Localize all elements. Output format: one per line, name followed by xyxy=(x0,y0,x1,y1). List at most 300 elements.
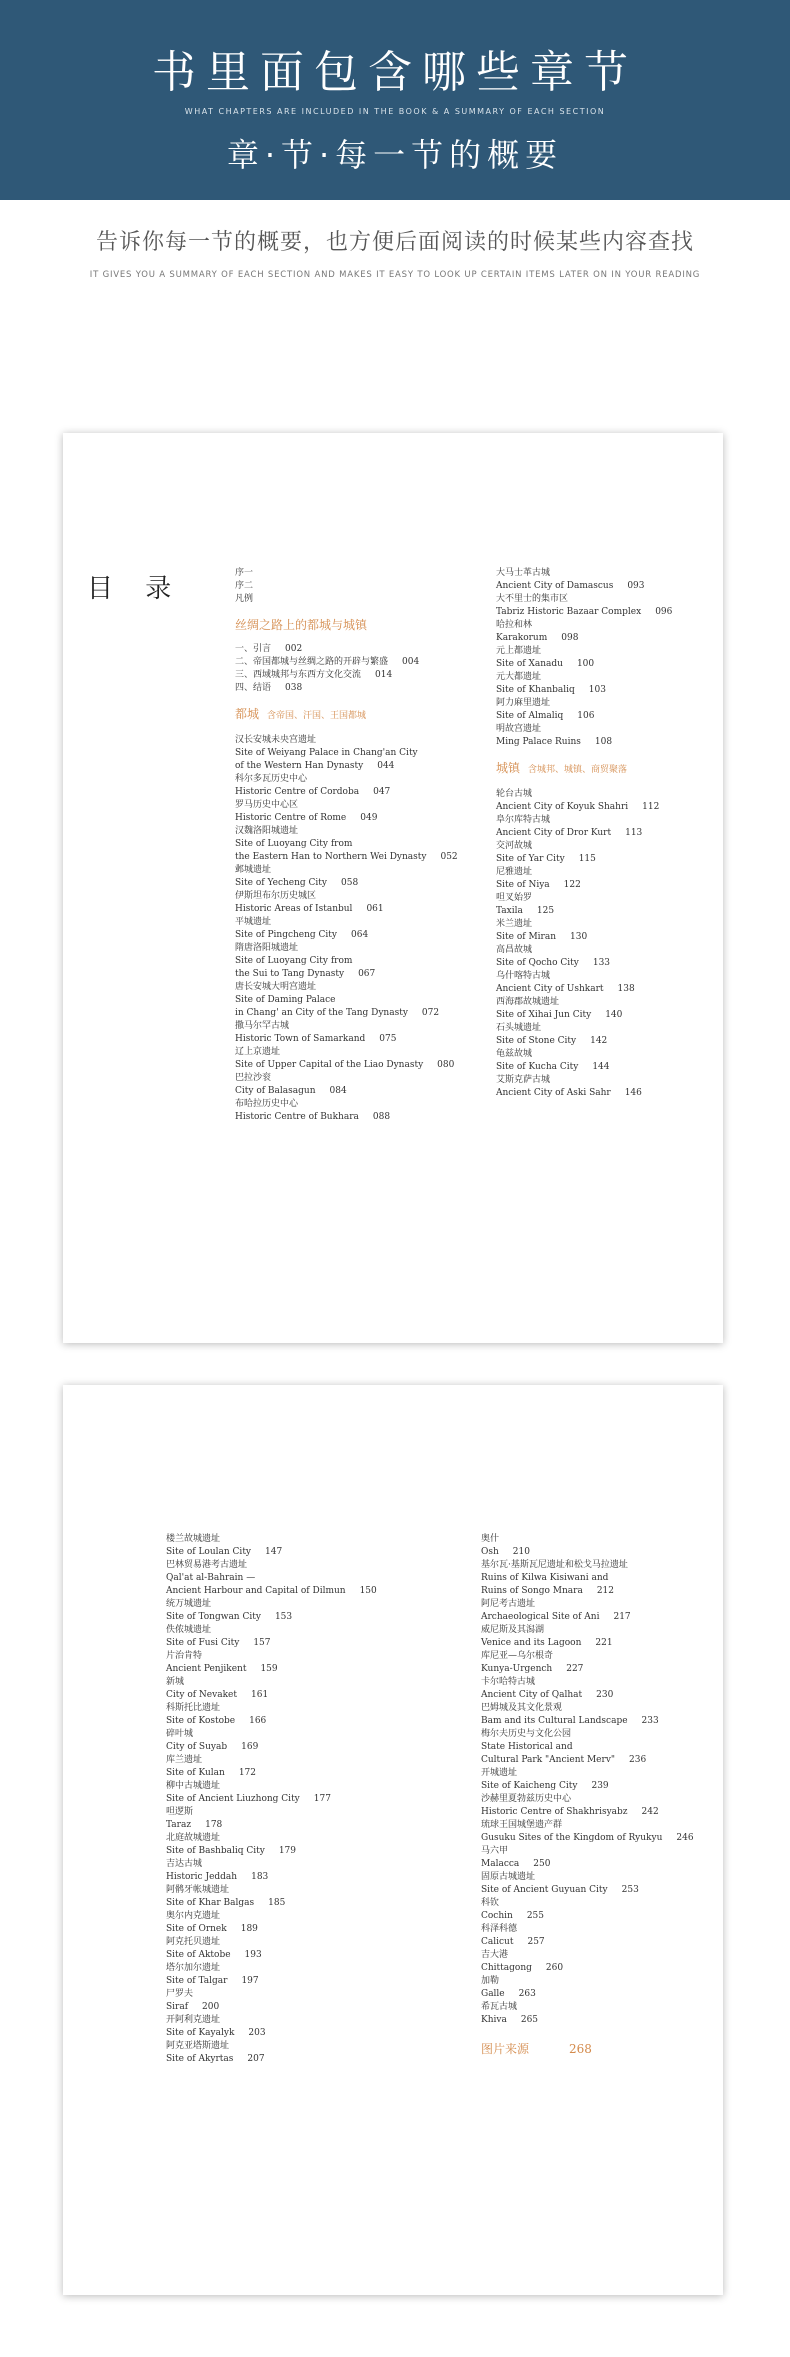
toc-entry-text: 吉达古城 xyxy=(166,1859,203,1869)
toc-entry xyxy=(166,1819,406,1832)
toc-page-number: 189 xyxy=(240,1924,258,1934)
toc-entry xyxy=(481,1780,721,1793)
toc-entry xyxy=(235,1111,475,1124)
toc-page-number: 088 xyxy=(372,1112,391,1122)
toc-entry xyxy=(166,1897,406,1910)
toc-entry-text: Site of Kayalyk xyxy=(166,2028,235,2038)
toc-entry xyxy=(166,1546,406,1559)
toc-page-number: 038 xyxy=(285,683,303,693)
toc-entry-text: Venice and its Lagoon xyxy=(481,1638,582,1648)
toc-entry xyxy=(496,580,716,593)
toc-page-number: 130 xyxy=(570,932,588,942)
toc-entry-text: Qal'at al-Bahrain — xyxy=(166,1573,256,1583)
toc-entry xyxy=(481,1585,721,1598)
toc-entry xyxy=(496,996,716,1009)
toc-entry-text: 高昌故城 xyxy=(496,945,533,955)
toc-page-number: 049 xyxy=(360,813,378,823)
toc-entry-text: 元上都遗址 xyxy=(496,646,542,656)
toc-entry-text: 北庭故城遗址 xyxy=(166,1833,221,1843)
toc-entry-text: Ancient Harbour and Capital of Dilmun xyxy=(166,1586,346,1596)
toc-entry-text: 序一 xyxy=(235,568,254,578)
toc-entry-text: Archaeological Site of Ani xyxy=(481,1612,600,1622)
toc-entry xyxy=(235,1020,475,1033)
toc-entry xyxy=(481,2014,721,2027)
tagline-cn: 告诉你每一节的概要，也方便后面阅读的时候某些内容查找 xyxy=(95,230,694,255)
toc-entry-text: 龟兹故城 xyxy=(496,1049,533,1059)
toc-entry xyxy=(496,710,716,723)
section-heading xyxy=(496,761,716,778)
toc-entry-text: Site of Fusi City xyxy=(166,1638,240,1648)
toc-entry-text: 科斯托比遗址 xyxy=(166,1703,221,1713)
toc-entry-text: Site of Kaicheng City xyxy=(481,1781,578,1791)
toc-entry-text: Ming Palace Ruins xyxy=(496,737,581,747)
toc-entry xyxy=(481,1910,721,1923)
toc-entry xyxy=(166,1975,406,1988)
toc-entry xyxy=(496,827,716,840)
toc-entry-text: Site of Almaliq xyxy=(496,711,564,721)
toc-entry-text: Historic Town of Samarkand xyxy=(235,1034,366,1044)
toc-entry-text: 楼兰故城遗址 xyxy=(166,1534,221,1544)
toc-entry xyxy=(481,1793,721,1806)
toc-page-number: 217 xyxy=(613,1612,631,1622)
toc-page-number: 061 xyxy=(366,904,384,914)
toc-page-number: 103 xyxy=(588,685,606,695)
toc-entry xyxy=(166,1832,406,1845)
section-heading xyxy=(235,707,475,724)
toc-page-number: 115 xyxy=(578,854,596,864)
banner-subtitle-cn: 章·节·每一节的概要 xyxy=(226,136,564,174)
toc-entry-text: 米兰遗址 xyxy=(496,919,533,929)
toc-page-number: 212 xyxy=(596,1586,614,1596)
toc-page-number: 075 xyxy=(379,1034,397,1044)
toc-page-number: 246 xyxy=(676,1833,694,1843)
banner-subtitle-en: WHAT CHAPTERS ARE INCLUDED IN THE BOOK & A SUMMARY OF EACH SECTION xyxy=(184,107,606,116)
toc-entry-text: 巴姆城及其文化景观 xyxy=(481,1703,563,1713)
toc-entry xyxy=(496,1087,716,1100)
toc-entry xyxy=(166,1871,406,1884)
toc-entry-text: in Chang' an City of the Tang Dynasty xyxy=(235,1008,408,1018)
toc-entry xyxy=(166,1806,406,1819)
toc-entry-text: Ancient City of Ushkart xyxy=(496,984,604,994)
toc-page-number: 193 xyxy=(244,1950,262,1960)
toc-entry xyxy=(496,1009,716,1022)
toc-entry xyxy=(496,697,716,710)
toc-page-number: 233 xyxy=(641,1716,659,1726)
toc-page-number: 108 xyxy=(594,737,613,747)
toc-column-left xyxy=(166,1533,406,2066)
toc-entry xyxy=(235,760,475,773)
toc-entry-text: Historic Centre of Shakhrisyabz xyxy=(481,1807,628,1817)
toc-entry xyxy=(235,877,475,890)
toc-entry-text: the Eastern Han to Northern Wei Dynasty xyxy=(235,852,427,862)
toc-entry xyxy=(166,1585,406,1598)
toc-entry-text: Site of Pingcheng City xyxy=(235,930,337,940)
toc-entry-text: 基尔瓦·基斯瓦尼遗址和松戈马拉遗址 xyxy=(481,1560,628,1570)
toc-page-number: 064 xyxy=(351,930,369,940)
toc-entry xyxy=(496,983,716,996)
toc-entry xyxy=(166,1650,406,1663)
toc-page-number: 002 xyxy=(285,644,303,654)
toc-entry xyxy=(481,1962,721,1975)
toc-page-number: 263 xyxy=(518,1989,536,1999)
toc-entry-text: 二、帝国都城与丝绸之路的开辟与繁盛 xyxy=(235,657,389,667)
toc-entry-text: Site of Tongwan City xyxy=(166,1612,261,1622)
toc-entry xyxy=(166,1767,406,1780)
toc-entry xyxy=(235,1098,475,1111)
toc-entry-text: of the Western Han Dynasty xyxy=(235,761,364,771)
toc-entry xyxy=(235,994,475,1007)
toc-page-number: 253 xyxy=(621,1885,639,1895)
toc-entry-text: Kunya-Urgench xyxy=(481,1664,553,1674)
toc-entry xyxy=(235,890,475,903)
toc-page-number: 178 xyxy=(205,1820,223,1830)
toc-entry-text: 梅尔夫历史与文化公园 xyxy=(481,1729,572,1739)
toc-entry xyxy=(496,684,716,697)
toc-entry xyxy=(481,1897,721,1910)
toc-entry-text: 片治肯特 xyxy=(166,1651,203,1661)
toc-entry xyxy=(496,1035,716,1048)
toc-entry-text: Site of Bashbaliq City xyxy=(166,1846,265,1856)
toc-page-number: 112 xyxy=(642,802,660,812)
toc-entry-text: 伊斯坦布尔历史城区 xyxy=(235,891,317,901)
toc-entry-text: Site of Luoyang City from xyxy=(235,839,353,849)
toc-entry-text: Site of Khar Balgas xyxy=(166,1898,255,1908)
toc-page-number: 153 xyxy=(274,1612,293,1622)
toc-entry-text: Site of Xanadu xyxy=(496,659,563,669)
toc-entry-text: Site of Ancient Guyuan City xyxy=(481,1885,608,1895)
toc-entry xyxy=(496,619,716,632)
toc-page-number: 239 xyxy=(591,1781,609,1791)
toc-entry xyxy=(496,1022,716,1035)
toc-entry xyxy=(481,1559,721,1572)
toc-entry-text: Site of Ancient Liuzhong City xyxy=(166,1794,300,1804)
toc-page-number: 257 xyxy=(527,1937,545,1947)
toc-entry xyxy=(235,942,475,955)
toc-page-number: 106 xyxy=(577,711,595,721)
section-heading-text: 丝绸之路上的都城与城镇 xyxy=(235,618,368,632)
toc-page-number: 265 xyxy=(520,2015,539,2025)
toc-entry xyxy=(235,812,475,825)
toc-entry xyxy=(481,1533,721,1546)
toc-entry-text: 碎叶城 xyxy=(166,1729,194,1739)
toc-entry xyxy=(481,1806,721,1819)
banner-title: 书里面包含哪些章节 xyxy=(152,47,638,98)
section-heading-text: 城镇 xyxy=(496,761,521,775)
toc-entry-text: Historic Centre of Cordoba xyxy=(235,787,360,797)
toc-column-right xyxy=(481,1533,721,2057)
toc-entry-text: Historic Centre of Bukhara xyxy=(235,1112,359,1122)
toc-entry xyxy=(496,918,716,931)
toc-entry xyxy=(166,1715,406,1728)
toc-entry-text: Site of Daming Palace xyxy=(235,995,336,1005)
toc-entry-text: Site of Stone City xyxy=(496,1036,577,1046)
toc-entry-text: State Historical and xyxy=(481,1742,573,1752)
toc-entry xyxy=(166,1728,406,1741)
toc-entry xyxy=(166,1611,406,1624)
toc-page-number: 096 xyxy=(655,607,673,617)
toc-page-number: 098 xyxy=(561,633,579,643)
toc-entry xyxy=(235,786,475,799)
toc-page-number: 169 xyxy=(241,1742,259,1752)
toc-entry xyxy=(496,632,716,645)
toc-entry xyxy=(481,1598,721,1611)
toc-entry-text: 科尔多瓦历史中心 xyxy=(235,774,308,784)
toc-page-number: 236 xyxy=(629,1755,647,1765)
toc-entry xyxy=(235,955,475,968)
toc-entry xyxy=(166,1793,406,1806)
toc-entry xyxy=(496,788,716,801)
toc-page-number: 142 xyxy=(590,1036,608,1046)
toc-page-number: 157 xyxy=(253,1638,271,1648)
toc-entry-text: 奥什 xyxy=(481,1534,500,1544)
toc-entry-text: 奥尔内克遗址 xyxy=(166,1911,221,1921)
toc-entry xyxy=(235,669,475,682)
toc-entry-text: Ancient City of Aski Sahr xyxy=(496,1088,611,1098)
toc-entry xyxy=(166,1572,406,1585)
toc-entry xyxy=(496,736,716,749)
toc-entry xyxy=(166,1780,406,1793)
toc-entry-text: Cochin xyxy=(481,1911,513,1921)
header-banner xyxy=(0,0,790,200)
toc-page-number: 200 xyxy=(202,2002,220,2012)
toc-entry-text: 石头城遗址 xyxy=(496,1023,542,1033)
toc-entry xyxy=(166,2040,406,2053)
toc-page-number: 004 xyxy=(402,657,420,667)
toc-entry xyxy=(481,1637,721,1650)
toc-page-number: 122 xyxy=(563,880,581,890)
toc-entry-text: Ancient Penjikent xyxy=(166,1664,247,1674)
toc-entry xyxy=(235,838,475,851)
toc-entry-text: Siraf xyxy=(166,2002,189,2012)
toc-entry xyxy=(166,2001,406,2014)
toc-entry-text: 希瓦古城 xyxy=(481,2002,518,2012)
toc-entry xyxy=(481,1884,721,1897)
toc-entry-text: Chittagong xyxy=(481,1963,532,1973)
toc-entry xyxy=(481,1650,721,1663)
toc-entry-text: City of Suyab xyxy=(166,1742,228,1752)
section-heading-text: 都城 xyxy=(235,707,260,721)
toc-entry-text: 明故宫遗址 xyxy=(496,724,542,734)
toc-entry-text: 布哈拉历史中心 xyxy=(235,1099,299,1109)
toc-entry xyxy=(481,1988,721,2001)
toc-entry-text: 沙赫里夏勃兹历史中心 xyxy=(481,1794,572,1804)
toc-entry-text: 科钦 xyxy=(481,1898,500,1908)
toc-entry xyxy=(166,1663,406,1676)
toc-page-number: 147 xyxy=(265,1547,283,1557)
toc-entry-text: Karakorum xyxy=(496,633,548,643)
toc-page-number: 084 xyxy=(329,1086,347,1096)
toc-entry-text: 新城 xyxy=(166,1677,185,1687)
toc-heading: 目 录 xyxy=(87,574,184,604)
toc-entry-text: 开阿利克遗址 xyxy=(166,2015,221,2025)
toc-entry-text: 轮台古城 xyxy=(496,789,533,799)
toc-entry-text: 交河故城 xyxy=(496,841,533,851)
toc-entry xyxy=(235,682,475,695)
toc-entry xyxy=(166,2053,406,2066)
toc-entry xyxy=(481,1845,721,1858)
toc-entry xyxy=(166,1845,406,1858)
toc-entry-text: City of Balasagun xyxy=(235,1086,316,1096)
toc-entry-text: 凡例 xyxy=(235,594,254,604)
toc-entry-text: 大不里士的集市区 xyxy=(496,594,569,604)
toc-entry xyxy=(496,931,716,944)
toc-page-number: 159 xyxy=(260,1664,278,1674)
toc-entry xyxy=(481,1663,721,1676)
toc-entry-text: 尸罗夫 xyxy=(166,1989,194,1999)
toc-entry xyxy=(235,1072,475,1085)
toc-entry xyxy=(496,658,716,671)
toc-page-number: 140 xyxy=(605,1010,623,1020)
toc-page-number: 150 xyxy=(359,1586,377,1596)
toc-entry xyxy=(166,1741,406,1754)
toc-page-number: 072 xyxy=(421,1008,440,1018)
toc-entry-text: 科泽科德 xyxy=(481,1924,518,1934)
toc-entry-text: Site of Ornek xyxy=(166,1924,227,1934)
toc-entry xyxy=(235,567,475,580)
toc-page-1 xyxy=(63,433,723,1343)
toc-entry-text: 威尼斯及其潟湖 xyxy=(481,1625,545,1635)
toc-entry-text: 罗马历史中心区 xyxy=(235,800,299,810)
toc-entry xyxy=(166,1949,406,1962)
toc-page-number: 207 xyxy=(247,2054,265,2064)
toc-entry-text: Site of Aktobe xyxy=(166,1950,231,1960)
toc-entry xyxy=(235,747,475,760)
toc-page-2 xyxy=(63,1385,723,2295)
toc-entry-text: Site of Kostobe xyxy=(166,1716,236,1726)
toc-entry xyxy=(166,1910,406,1923)
toc-entry-text: 阿尼考古遗址 xyxy=(481,1599,536,1609)
toc-entry xyxy=(481,1702,721,1715)
toc-entry xyxy=(235,734,475,747)
toc-page-number: 166 xyxy=(249,1716,267,1726)
toc-page-number: 183 xyxy=(251,1872,269,1882)
toc-entry-text: 邺城遗址 xyxy=(235,865,272,875)
toc-entry xyxy=(481,1741,721,1754)
toc-entry-text: Site of Loulan City xyxy=(166,1547,252,1557)
toc-entry xyxy=(235,799,475,812)
toc-entry xyxy=(496,645,716,658)
toc-entry xyxy=(481,1819,721,1832)
toc-entry-text: 佚侬城遗址 xyxy=(166,1625,212,1635)
toc-entry-text: 统万城遗址 xyxy=(166,1599,212,1609)
toc-entry xyxy=(496,1074,716,1087)
toc-entry xyxy=(496,840,716,853)
toc-entry-text: 西海郡故城遗址 xyxy=(496,997,560,1007)
toc-entry xyxy=(166,1884,406,1897)
toc-entry-text: Site of Luoyang City from xyxy=(235,956,353,966)
section-heading xyxy=(235,618,475,633)
toc-entry-text: Site of Miran xyxy=(496,932,557,942)
toc-entry-text: 开城遗址 xyxy=(481,1768,518,1778)
toc-entry xyxy=(481,1936,721,1949)
toc-entry-credits xyxy=(481,2041,721,2057)
toc-entry xyxy=(235,1046,475,1059)
toc-page-number: 067 xyxy=(358,969,376,979)
toc-entry xyxy=(481,1975,721,1988)
toc-entry xyxy=(166,2027,406,2040)
toc-entry-text: Site of Yar City xyxy=(496,854,565,864)
toc-entry-text: Calicut xyxy=(481,1937,514,1947)
toc-entry xyxy=(496,892,716,905)
toc-entry xyxy=(235,1007,475,1020)
toc-page-number: 113 xyxy=(625,828,643,838)
toc-page-number: 058 xyxy=(341,878,359,888)
toc-page-number: 146 xyxy=(624,1088,642,1098)
toc-entry-text: 撒马尔罕古城 xyxy=(235,1021,290,1031)
toc-page-number: 044 xyxy=(377,761,395,771)
toc-entry xyxy=(481,1572,721,1585)
toc-entry-text: the Sui to Tang Dynasty xyxy=(235,969,345,979)
toc-entry xyxy=(166,1754,406,1767)
toc-entry-text: City of Nevaket xyxy=(166,1690,237,1700)
toc-entry xyxy=(496,957,716,970)
toc-entry xyxy=(496,671,716,684)
toc-page-number: 260 xyxy=(545,1963,564,1973)
toc-entry xyxy=(481,1624,721,1637)
toc-entry-text: Taraz xyxy=(166,1820,192,1830)
toc-entry xyxy=(166,1858,406,1871)
toc-entry-text: 平城遗址 xyxy=(235,917,272,927)
toc-entry-text: Ancient City of Damascus xyxy=(496,581,614,591)
toc-page-number: 179 xyxy=(278,1846,297,1856)
toc-entry-text: 四、结语 xyxy=(235,683,272,693)
toc-entry-text: 艾斯克萨古城 xyxy=(496,1075,551,1085)
section-heading-note: 含城邦、城镇、商贸聚落 xyxy=(528,765,628,775)
toc-entry-text: 塔尔加尔遗址 xyxy=(166,1963,221,1973)
toc-entry xyxy=(481,1858,721,1871)
toc-entry-text: Khiva xyxy=(481,2015,507,2025)
toc-entry xyxy=(496,814,716,827)
toc-entry xyxy=(481,1611,721,1624)
toc-entry-text: 固原古城遗址 xyxy=(481,1872,536,1882)
toc-entry xyxy=(496,801,716,814)
toc-entry xyxy=(235,643,475,656)
toc-entry-text: 库兰遗址 xyxy=(166,1755,203,1765)
toc-page-number: 047 xyxy=(373,787,391,797)
toc-entry xyxy=(235,903,475,916)
toc-entry-text: 卡尔哈特古城 xyxy=(481,1677,536,1687)
toc-entry xyxy=(481,1728,721,1741)
toc-entry xyxy=(481,1676,721,1689)
toc-entry-text: Ancient City of Qalhat xyxy=(481,1690,583,1700)
toc-entry-text: 一、引言 xyxy=(235,644,272,654)
toc-entry xyxy=(166,1598,406,1611)
toc-entry-text: Historic Centre of Rome xyxy=(235,813,347,823)
toc-entry-text: Site of Qocho City xyxy=(496,958,579,968)
toc-entry xyxy=(235,656,475,669)
toc-page-number: 210 xyxy=(512,1547,530,1557)
toc-entry xyxy=(496,723,716,736)
toc-entry-text: 库尼亚—乌尔根奇 xyxy=(481,1651,554,1661)
toc-page-number: 227 xyxy=(566,1664,584,1674)
section-heading-note: 含帝国、汗国、王国都城 xyxy=(267,711,367,721)
toc-entry-text: Taxila xyxy=(496,906,523,916)
toc-entry-text: 呾逻斯 xyxy=(166,1807,194,1817)
toc-entry-text: 马六甲 xyxy=(481,1846,509,1856)
toc-entry xyxy=(496,593,716,606)
toc-page-number: 138 xyxy=(617,984,635,994)
toc-entry-text: Ruins of Kilwa Kisiwani and xyxy=(481,1573,609,1583)
toc-entry-text: 加勒 xyxy=(481,1976,500,1986)
toc-entry-text: 吉大港 xyxy=(481,1950,509,1960)
toc-entry-text: Site of Yecheng City xyxy=(235,878,327,888)
toc-entry-text: 阜尔库特古城 xyxy=(496,815,551,825)
toc-entry xyxy=(166,2014,406,2027)
toc-page-number: 250 xyxy=(533,1859,551,1869)
toc-entry xyxy=(496,853,716,866)
toc-entry xyxy=(496,879,716,892)
toc-page-number: 133 xyxy=(592,958,611,968)
